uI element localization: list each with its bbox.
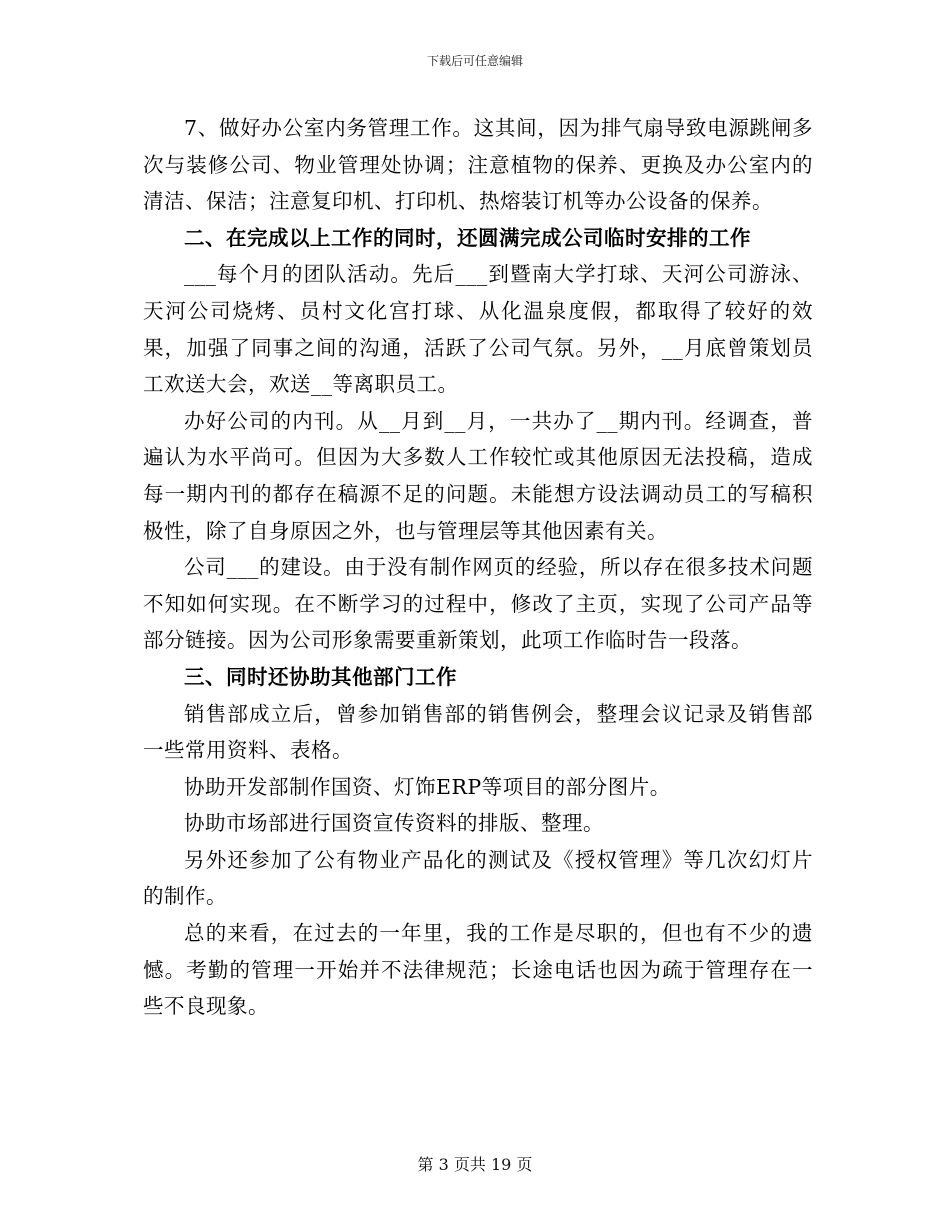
paragraph-summary: 总的来看，在过去的一年里，我的工作是尽职的，但也有不少的遗憾。考勤的管理一开始并不法律规范；长途电话也因为疏于管理存在一些不良现象。: [143, 921, 813, 1019]
paragraph-sales-department: 销售部成立后，曾参加销售部的销售例会，整理会议记录及销售部一些常用资料、表格。: [143, 701, 813, 763]
paragraph-office-management: 7、做好办公室内务管理工作。这其间，因为排气扇导致电源跳闸多次与装修公司、物业管理处协调；注意植物的保养、更换及办公室内的清洁、保洁；注意复印机、打印机、热熔装订机等办公设备的保养。: [143, 116, 813, 214]
page-number: 第 3 页共 19 页: [417, 1155, 533, 1174]
section-heading-temporary-work: 二、在完成以上工作的同时，还圆满完成公司临时安排的工作: [184, 225, 751, 250]
page-header-note: 下载后可任意编辑: [426, 54, 523, 68]
section-heading-assist-departments: 三、同时还协助其他部门工作: [184, 664, 457, 689]
paragraph-team-activities: ___每个月的团队活动。先后___到暨南大学打球、天河公司游泳、天河公司烧烤、员村文化宫打球、从化温泉度假，都取得了较好的效果，加强了同事之间的沟通，活跃了公司气氛。另外，__月底曾策划员工欢送大会，欢送__等离职员工。: [143, 262, 813, 397]
paragraph-internal-journal: 办好公司的内刊。从__月到__月，一共办了__期内刊。经调查，普遍认为水平尚可。但因为大多数人工作较忙或其他原因无法投稿，造成每一期内刊的都存在稿源不足的问题。未能想方设法调动员工的写稿积极性，除了自身原因之外，也与管理层等其他因素有关。: [143, 408, 813, 543]
paragraph-marketing-department: 协助市场部进行国资宣传资料的排版、整理。: [184, 811, 604, 836]
document-body: [143, 110, 813, 1025]
paragraph-other-work: 另外还参加了公有物业产品化的测试及《授权管理》等几次幻灯片的制作。: [143, 847, 813, 909]
paragraph-development-department: 协助开发部制作国资、灯饰ERP等项目的部分图片。: [184, 774, 671, 799]
paragraph-website-construction: 公司___的建设。由于没有制作网页的经验，所以存在很多技术问题不知如何实现。在不断学习的过程中，修改了主页，实现了公司产品等部分链接。因为公司形象需要重新策划，此项工作临时告一段落。: [143, 555, 813, 653]
